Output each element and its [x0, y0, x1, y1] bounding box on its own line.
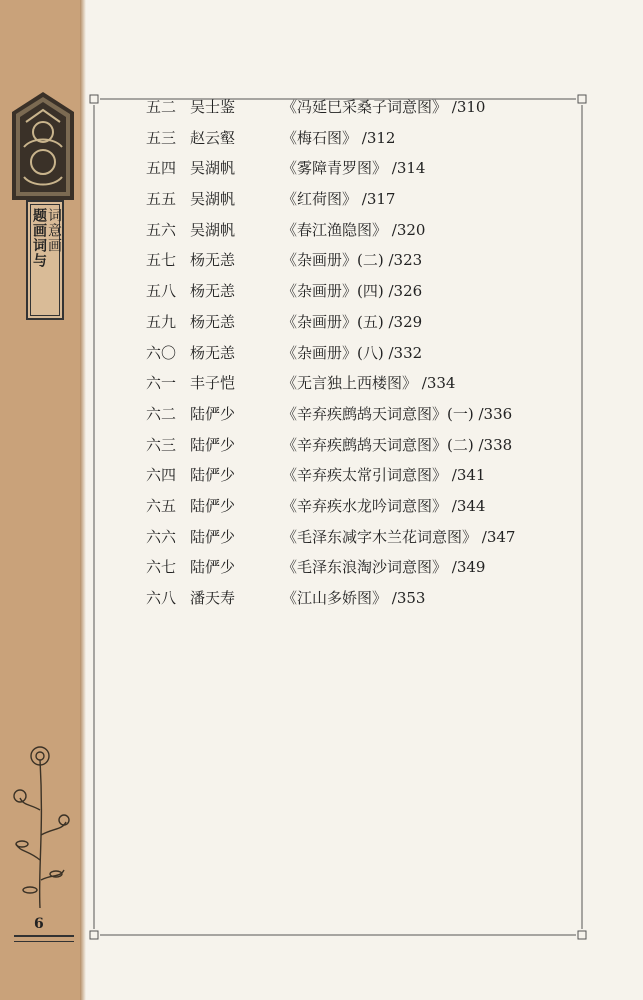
toc-entry-title: 《江山多娇图》 /353 [282, 589, 426, 607]
toc-entry-title: 《春江渔隐图》 /320 [282, 220, 426, 239]
toc-entry-number: 六六 [146, 527, 177, 546]
toc-entry-author: 吴湖帆 [190, 190, 236, 209]
toc-entry-author: 丰子恺 [190, 374, 236, 393]
toc-entry-author: 陆俨少 [190, 527, 236, 546]
toc-entry-number: 五六 [146, 220, 177, 239]
toc-entry-title: 《辛弃疾水龙吟词意图》 /344 [282, 496, 486, 515]
toc-entry-number: 五三 [146, 128, 177, 147]
toc-entry-author: 陆俨少 [190, 435, 236, 454]
toc-entry-title: 《杂画册》(五) /329 [282, 312, 423, 331]
toc-entry-title: 《毛泽东减字木兰花词意图》 /347 [282, 527, 516, 546]
toc-entry-author: 陆俨少 [190, 558, 236, 577]
toc-entry-title: 《雾障青罗图》 /314 [282, 159, 426, 178]
toc-entry-author: 潘天寿 [190, 589, 236, 607]
toc-entry-number: 五七 [146, 251, 177, 270]
toc-entry-author: 陆俨少 [190, 404, 236, 423]
page-number-rule [14, 935, 74, 942]
toc-entry-title: 《辛弃疾鹧鸪天词意图》(二) /338 [282, 435, 513, 454]
toc-entry-title: 《辛弃疾鹧鸪天词意图》(一) /336 [282, 404, 513, 423]
toc-entry-title: 《杂画册》(二) /323 [282, 251, 423, 270]
flower-illustration-icon [10, 740, 70, 910]
ornament-emblem-icon [12, 92, 74, 200]
sidebar-title-box [26, 200, 64, 320]
toc-entry-author: 赵云壑 [190, 128, 236, 147]
toc-entry-number: 六五 [146, 496, 177, 515]
toc-entry-number: 六七 [146, 558, 177, 577]
toc-entry-number: 五四 [146, 159, 177, 178]
toc-entry-author: 杨无恙 [190, 282, 236, 301]
toc-entry-title: 《毛泽东浪淘沙词意图》 /349 [282, 558, 486, 577]
sidebar-shadow [80, 0, 86, 1000]
toc-entry-number: 六一 [146, 374, 177, 393]
toc-entry-title: 《杂画册》(八) /332 [282, 343, 423, 362]
toc-entry-author: 陆俨少 [190, 466, 236, 485]
toc-entry-number: 六二 [146, 404, 177, 423]
toc-entry-number: 五九 [146, 312, 177, 331]
sidebar-title-line-2: 词意画 [46, 208, 62, 253]
toc-entry-author: 吴湖帆 [190, 159, 236, 178]
toc-entry-author: 杨无恙 [190, 251, 236, 270]
page-number: 6 [34, 916, 44, 932]
toc-entry-title: 《杂画册》(四) /326 [282, 282, 423, 301]
toc-entry-author: 杨无恙 [190, 312, 236, 331]
toc-entry-number: 六三 [146, 435, 177, 454]
toc-entry-author: 陆俨少 [190, 496, 236, 515]
toc-entry-title: 《梅石图》 /312 [282, 128, 396, 147]
sidebar-title-line-1: 题画词与 [31, 208, 47, 268]
toc-entry-author: 吴湖帆 [190, 220, 236, 239]
toc-entry-author: 杨无恙 [190, 343, 236, 362]
toc-entry-number: 六〇 [146, 343, 177, 362]
toc-entry-number: 五五 [146, 190, 177, 209]
toc-entry-number: 五八 [146, 282, 177, 301]
toc-entry-title: 《辛弃疾太常引词意图》 /341 [282, 466, 486, 485]
toc-entry-number: 五二 [146, 98, 177, 116]
toc-entry-number: 六八 [146, 589, 177, 607]
toc-entry-title: 《红荷图》 /317 [282, 190, 396, 209]
toc-entry-title: 《冯延巳采桑子词意图》 /310 [282, 98, 486, 116]
toc-entry-author: 吴士鉴 [190, 98, 236, 116]
toc-entry-title: 《无言独上西楼图》 /334 [282, 374, 456, 393]
toc-entry-number: 六四 [146, 466, 177, 485]
